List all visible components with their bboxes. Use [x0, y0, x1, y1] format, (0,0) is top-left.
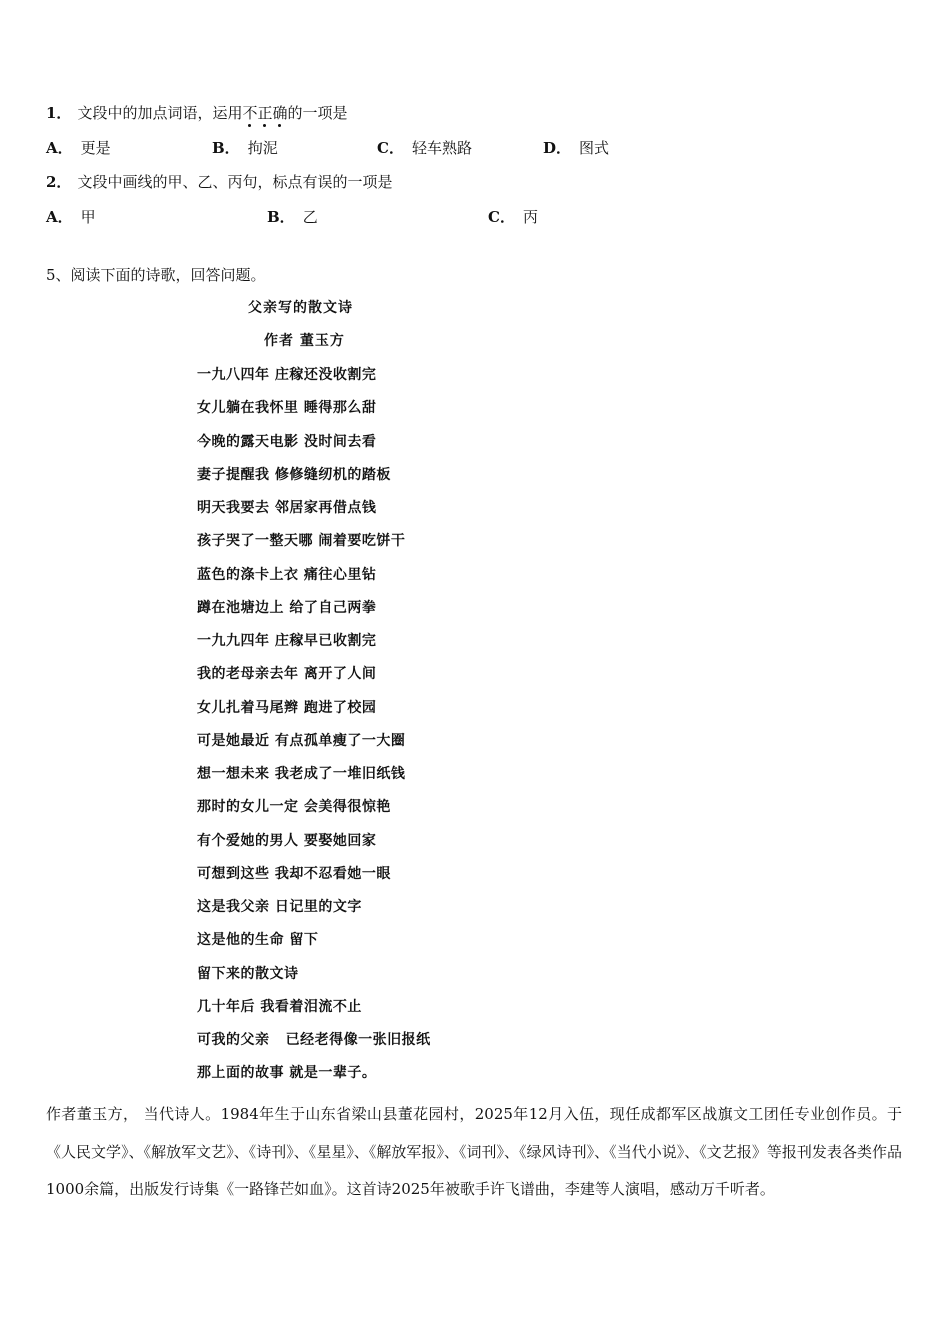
option-letter: B．	[267, 208, 295, 226]
q2-option-b[interactable]	[267, 207, 318, 227]
q1-option-c[interactable]	[377, 138, 472, 158]
stem-text-after: 的一项是	[287, 104, 348, 122]
dotted-char: 不	[242, 104, 258, 122]
poem-line: 想一想未来 我老成了一堆旧纸钱	[197, 766, 406, 782]
option-letter: B．	[212, 139, 240, 157]
option-letter: A．	[46, 208, 73, 226]
poem-line: 孩子哭了一整天哪 闹着要吃饼干	[197, 533, 406, 550]
poem-line: 蓝色的涤卡上衣 痛往心里钻	[197, 566, 377, 583]
poem-line: 可想到这些 我却不忍看她一眼	[197, 865, 391, 882]
option-text: 更是	[80, 139, 111, 157]
poem-line: 今晚的露天电影 没时间去看	[197, 433, 377, 450]
poem-line: 几十年后 我看着泪流不止	[197, 998, 362, 1015]
option-letter: C．	[488, 208, 515, 226]
poem-line: 可是她最近 有点孤单瘦了一大圈	[197, 732, 406, 749]
poem-byline: 作者 董玉方	[264, 333, 345, 349]
question-2-stem	[46, 172, 392, 192]
poem-line: 那上面的故事 就是一辈子。	[197, 1065, 377, 1082]
q1-option-d[interactable]	[543, 138, 609, 158]
poem-line: 这是我父亲 日记里的文字	[197, 899, 362, 915]
poem-title: 父亲写的散文诗	[248, 300, 353, 316]
question-1-stem	[46, 103, 348, 123]
option-text: 甲	[80, 208, 96, 226]
poem-line: 蹲在池塘边上 给了自己两拳	[197, 599, 377, 616]
option-text: 拘泥	[247, 139, 278, 157]
author-bio: 作者董玉方， 当代诗人。1984年生于山东省梁山县董花园村，2025年12月入伍，现任成都军区战旗文工团任专业创作员。于《人民文学》、《解放军文艺》、《诗刊》、《星星》、《解放军报》、《词刊》、《绿风诗刊》、《当代小说》、《文艺报》等报刊发表各类作品1000余篇，出版发行诗集《一路锋芒如血》。这首诗2025年被歌手许飞谱曲，李建等人演唱，感动万千听者。	[46, 1105, 902, 1198]
question-text	[77, 104, 347, 122]
poem-line: 那时的女儿一定 会美得很惊艳	[197, 799, 391, 816]
dotted-char: 正	[257, 104, 273, 122]
stem-text-before: 文段中的加点词语，运用	[77, 104, 243, 122]
q2-option-a[interactable]	[46, 207, 96, 227]
option-letter: D．	[543, 139, 572, 157]
option-letter: C．	[377, 139, 404, 157]
poem-line: 妻子提醒我 修修缝纫机的踏板	[197, 466, 391, 483]
poem-line: 一九八四年 庄稼还没收割完	[197, 367, 377, 383]
poem-line: 留下来的散文诗	[197, 965, 299, 982]
dotted-char: 确	[272, 104, 288, 122]
option-text: 轻车熟路	[411, 139, 472, 157]
poem-line: 有个爱她的男人 要娶她回家	[197, 832, 377, 849]
section-5-heading: 5、阅读下面的诗歌，回答问题。	[46, 266, 266, 284]
poem-lines	[197, 365, 431, 1097]
question-number: 2．	[46, 173, 72, 191]
question-text: 文段中画线的甲、乙、丙句，标点有误的一项是	[77, 173, 393, 191]
option-text: 丙	[522, 208, 538, 226]
poem-line: 可我的父亲 已经老得像一张旧报纸	[197, 1032, 431, 1048]
option-text: 乙	[302, 208, 318, 226]
question-number: 1．	[46, 104, 72, 122]
option-text: 图式	[579, 139, 610, 157]
poem-line: 明天我要去 邻居家再借点钱	[197, 500, 377, 516]
poem-line: 我的老母亲去年 离开了人间	[197, 666, 377, 683]
poem-line: 女儿躺在我怀里 睡得那么甜	[197, 400, 377, 417]
q1-option-a[interactable]	[46, 138, 111, 158]
poem-line: 这是他的生命 留下	[197, 932, 319, 949]
poem-line: 一九九四年 庄稼早已收割完	[197, 633, 377, 649]
poem-line: 女儿扎着马尾辫 跑进了校园	[197, 699, 377, 716]
q2-option-c[interactable]	[488, 207, 538, 227]
q1-option-b[interactable]	[212, 138, 278, 158]
option-letter: A．	[46, 139, 73, 157]
